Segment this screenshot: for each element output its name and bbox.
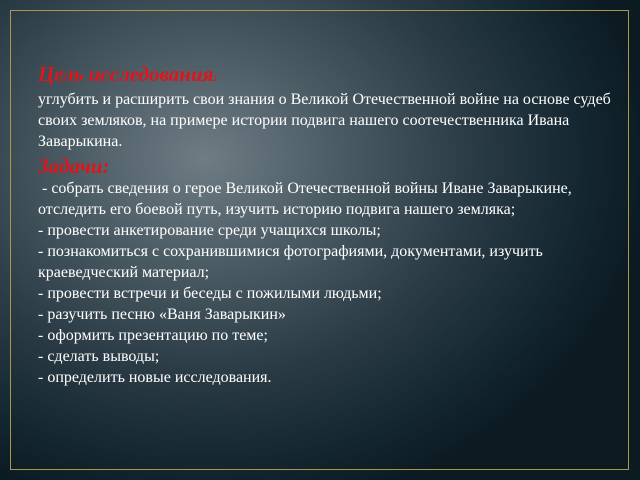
task-list (38, 178, 612, 388)
slide-content (38, 62, 612, 388)
task-item: - провести анкетирование среди учащихся школы; (38, 222, 381, 239)
task-item: - оформить презентацию по теме; (38, 327, 268, 344)
task-item: - собрать сведения о герое Великой Отечественной войны Иване Заварыкине, отследить его боевой путь, изучить историю подвига нашего земляка; (38, 180, 576, 218)
goal-heading-colon: : (213, 70, 218, 84)
goal-text: углубить и расширить свои знания о Великой Отечественной войне на основе судеб своих земляков, на примере истории подвига нашего соотечественника Ивана Заварыкина. (38, 91, 611, 150)
task-item: - определить новые исследования. (38, 369, 272, 386)
task-item: - сделать выводы; (38, 348, 160, 365)
task-item: - познакомиться с сохранившимися фотографиями, документами, изучить краеведческий материал; (38, 243, 543, 281)
tasks-heading: Задачи: (38, 154, 110, 178)
task-item: - разучить песню «Ваня Заварыкин» (38, 306, 286, 323)
goal-heading (38, 62, 612, 89)
task-item: - провести встречи и беседы с пожилыми людьми; (38, 285, 382, 302)
goal-heading-text: Цель исследования (38, 62, 214, 86)
